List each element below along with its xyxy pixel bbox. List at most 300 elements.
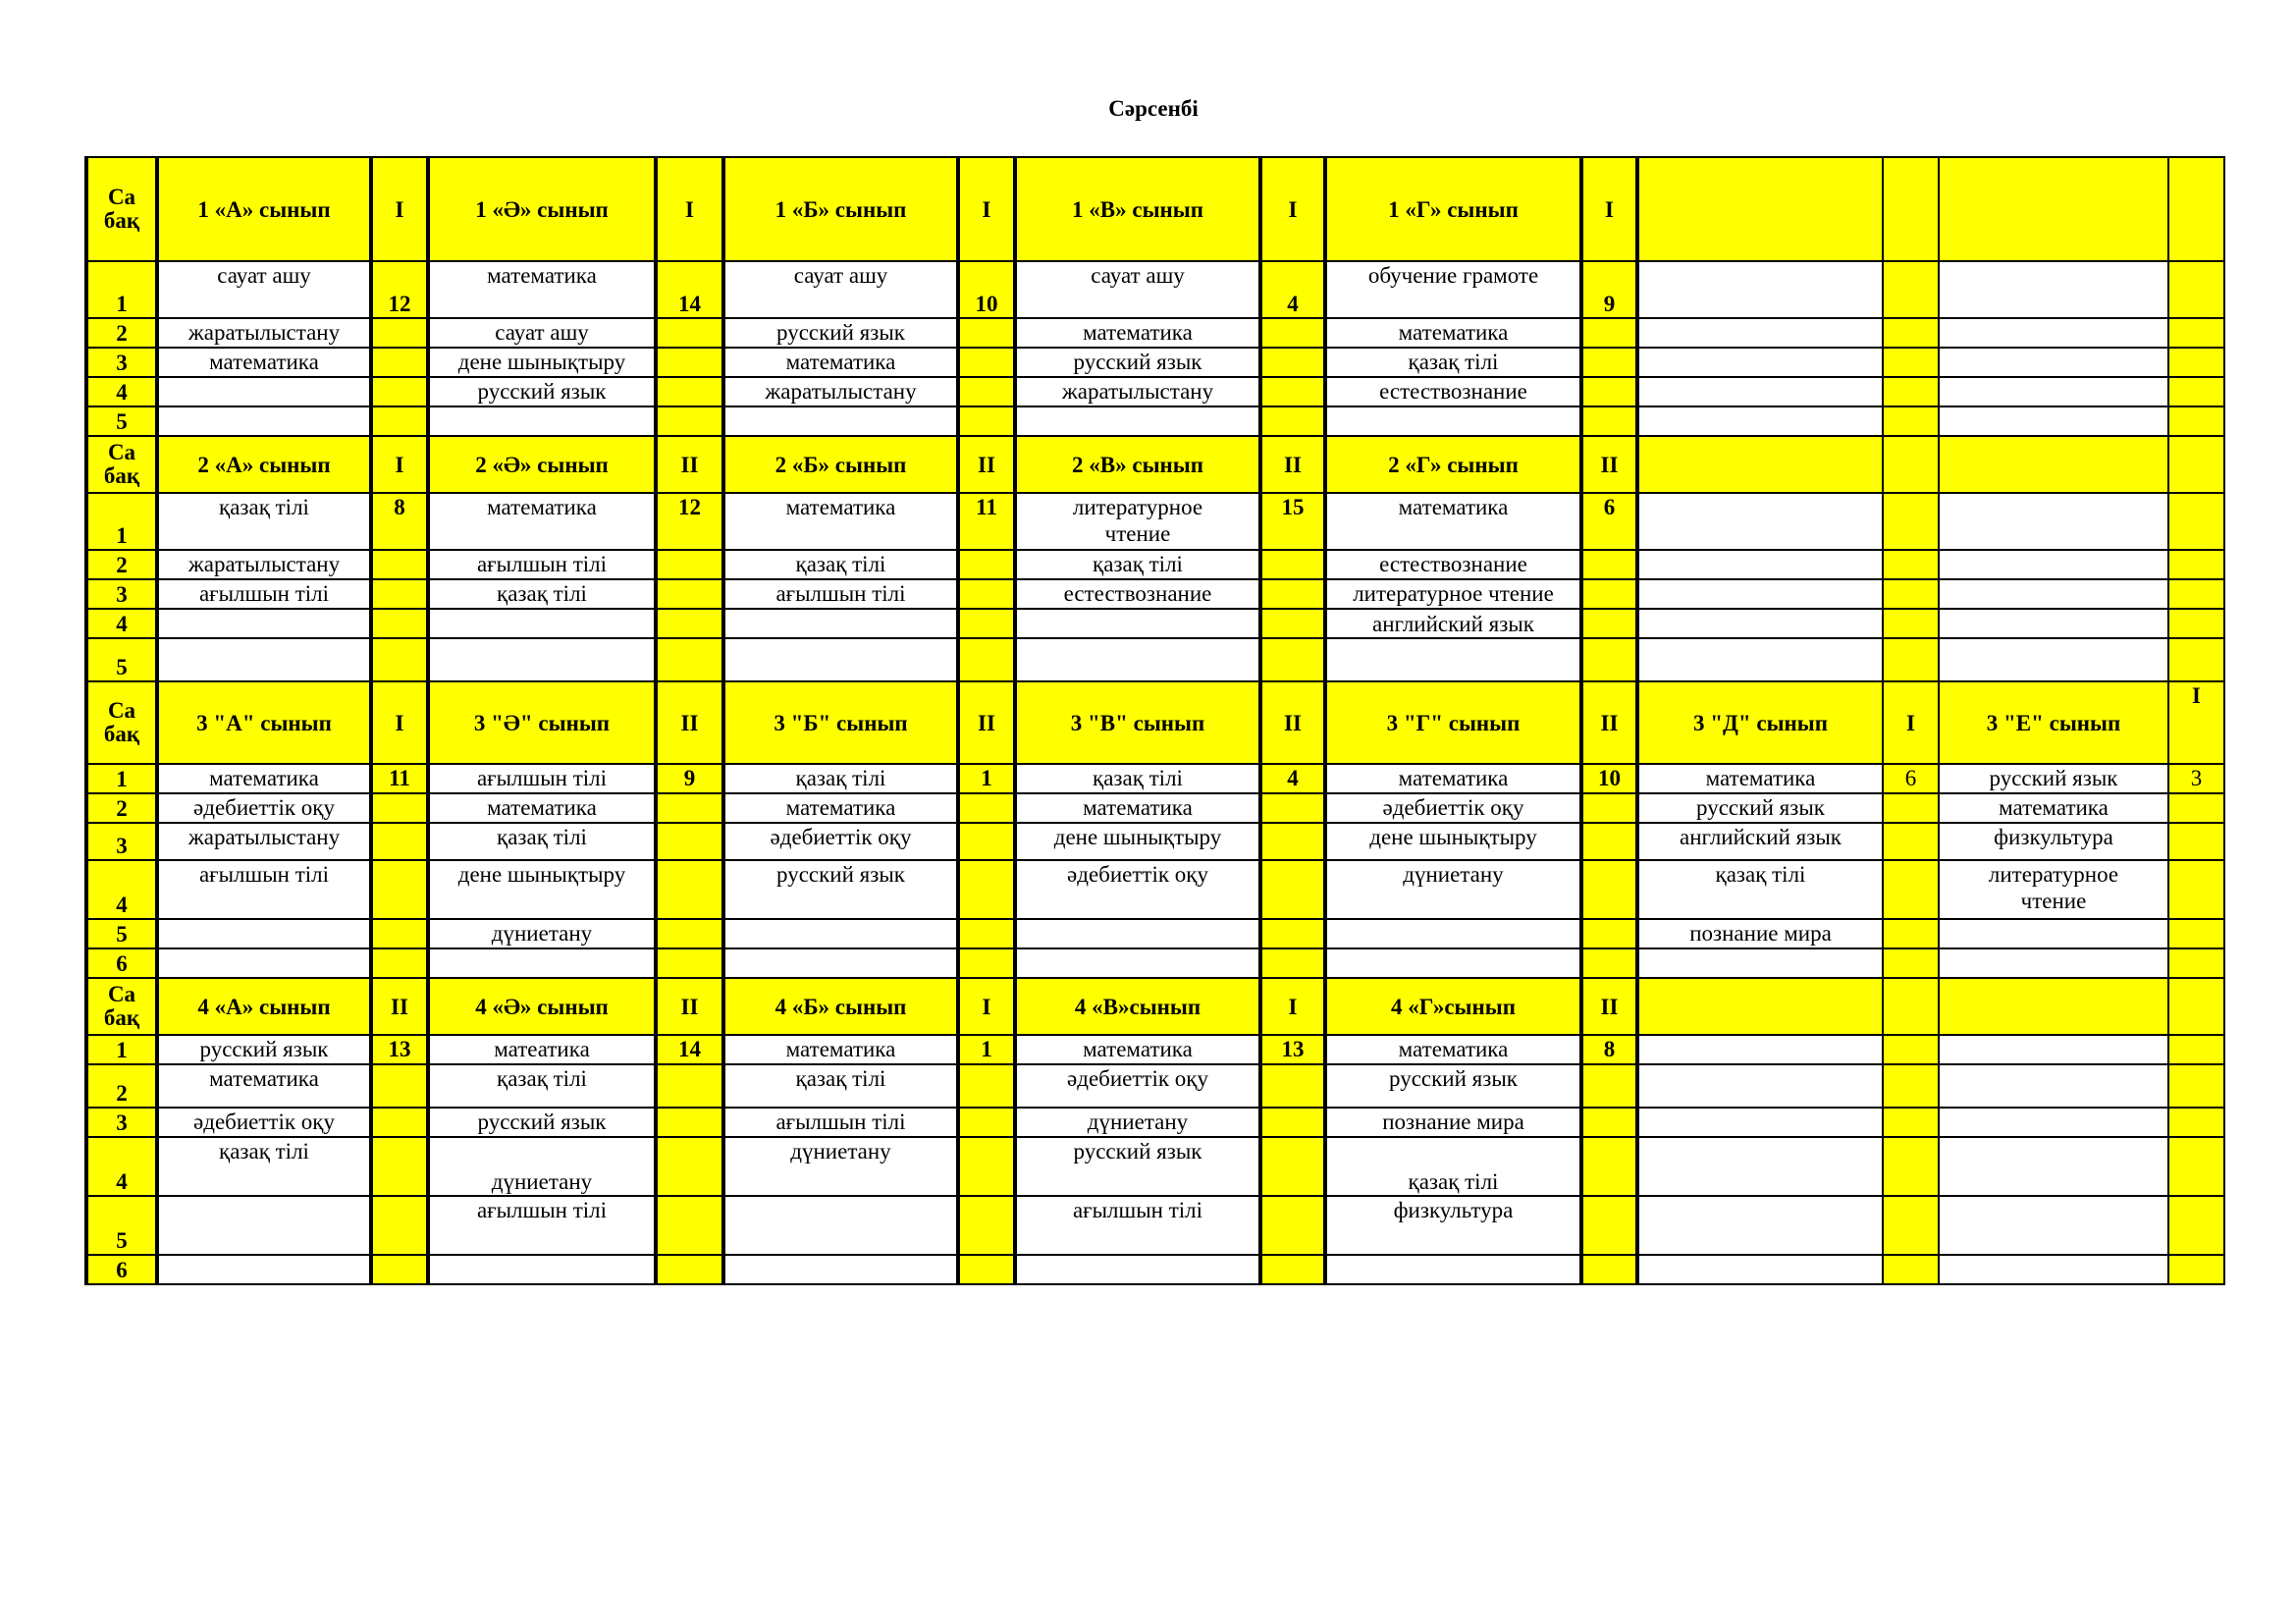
class-name xyxy=(1939,157,2168,261)
room-number xyxy=(656,1064,723,1108)
room-number: 4 xyxy=(1260,261,1325,318)
shift-label: I xyxy=(371,157,428,261)
shift-label: II xyxy=(1260,681,1325,764)
shift-label: II xyxy=(656,436,723,493)
lesson-number: 2 xyxy=(86,550,157,579)
subject-cell xyxy=(428,1255,656,1284)
room-number xyxy=(1260,948,1325,978)
subject-cell: математика xyxy=(1325,493,1581,550)
lesson-number: 6 xyxy=(86,948,157,978)
subject-cell xyxy=(1637,1064,1883,1108)
subject-cell xyxy=(428,948,656,978)
lesson-number: 1 xyxy=(86,764,157,793)
subject-cell xyxy=(157,638,371,681)
class-name xyxy=(1637,157,1883,261)
shift-label: I xyxy=(371,436,428,493)
room-number xyxy=(958,550,1015,579)
subject-cell: қазақ тілі xyxy=(1325,348,1581,377)
subject-cell xyxy=(1325,919,1581,948)
lesson-number: 2 xyxy=(86,793,157,823)
subject-cell xyxy=(428,406,656,436)
room-number xyxy=(1883,1196,1939,1255)
room-number xyxy=(1581,948,1637,978)
class-name xyxy=(1637,436,1883,493)
lesson-number: 3 xyxy=(86,1108,157,1137)
room-number xyxy=(1581,1196,1637,1255)
room-number xyxy=(2168,1035,2224,1064)
subject-cell xyxy=(1637,348,1883,377)
room-number xyxy=(1260,1255,1325,1284)
room-number xyxy=(371,1064,428,1108)
class-name: 3 "Б" сынып xyxy=(723,681,958,764)
room-number xyxy=(1581,638,1637,681)
subject-cell: английский язык xyxy=(1637,823,1883,860)
lesson-number: 2 xyxy=(86,318,157,348)
subject-cell xyxy=(723,1196,958,1255)
subject-cell: қазақ тілі xyxy=(723,1064,958,1108)
subject-cell: математика xyxy=(1015,1035,1260,1064)
subject-cell xyxy=(1637,406,1883,436)
room-number: 4 xyxy=(1260,764,1325,793)
subject-cell: обучение грамоте xyxy=(1325,261,1581,318)
room-number xyxy=(1581,550,1637,579)
lesson-row xyxy=(86,638,2224,681)
subject-cell: ағылшын тілі xyxy=(428,1196,656,1255)
subject-cell: қазақ тілі xyxy=(157,493,371,550)
room-number xyxy=(1883,550,1939,579)
subject-cell: математика xyxy=(1325,1035,1581,1064)
subject-cell xyxy=(1637,948,1883,978)
room-number xyxy=(1260,638,1325,681)
subject-cell: математика xyxy=(1637,764,1883,793)
subject-cell: қазақ тілі xyxy=(428,823,656,860)
subject-cell: математика xyxy=(428,261,656,318)
class-name: 3 "Д" сынып xyxy=(1637,681,1883,764)
shift-label: I xyxy=(1260,157,1325,261)
subject-cell xyxy=(1015,406,1260,436)
room-number xyxy=(1581,823,1637,860)
room-number: 6 xyxy=(1581,493,1637,550)
class-name: 1 «Б» сынып xyxy=(723,157,958,261)
class-header-row xyxy=(86,157,2224,261)
subject-cell xyxy=(1637,1108,1883,1137)
room-number xyxy=(2168,948,2224,978)
room-number xyxy=(958,377,1015,406)
subject-cell: ағылшын тілі xyxy=(157,579,371,609)
room-number xyxy=(1883,1255,1939,1284)
shift-label: II xyxy=(371,978,428,1035)
class-name: 1 «В» сынып xyxy=(1015,157,1260,261)
shift-label: II xyxy=(656,681,723,764)
room-number xyxy=(1883,1064,1939,1108)
subject-cell: дүниетану xyxy=(1325,860,1581,919)
subject-cell xyxy=(1939,261,2168,318)
room-number xyxy=(1581,406,1637,436)
subject-cell: русский язык xyxy=(1325,1064,1581,1108)
subject-cell: русский язык xyxy=(1015,1137,1260,1196)
subject-cell xyxy=(1015,919,1260,948)
lesson-row xyxy=(86,1196,2224,1255)
room-number xyxy=(656,348,723,377)
subject-cell xyxy=(1939,1108,2168,1137)
shift-label: I xyxy=(1581,157,1637,261)
room-number xyxy=(958,609,1015,638)
room-number xyxy=(1883,823,1939,860)
room-number xyxy=(1581,579,1637,609)
subject-cell: познание мира xyxy=(1637,919,1883,948)
shift-label xyxy=(2168,157,2224,261)
room-number xyxy=(371,318,428,348)
room-number xyxy=(1260,377,1325,406)
subject-cell xyxy=(723,406,958,436)
room-number: 12 xyxy=(371,261,428,318)
subject-cell: литературное чтение xyxy=(1939,860,2168,919)
class-name xyxy=(1939,436,2168,493)
room-number xyxy=(958,1255,1015,1284)
lesson-row xyxy=(86,1137,2224,1196)
room-number xyxy=(2168,318,2224,348)
subject-cell xyxy=(1325,1255,1581,1284)
room-number xyxy=(1883,609,1939,638)
subject-cell: дене шынықтыру xyxy=(1015,823,1260,860)
subject-cell xyxy=(1939,1255,2168,1284)
room-number xyxy=(656,823,723,860)
room-number xyxy=(1260,348,1325,377)
subject-cell: дене шынықтыру xyxy=(1325,823,1581,860)
room-number xyxy=(371,550,428,579)
room-number xyxy=(958,318,1015,348)
subject-cell: қазақ тілі xyxy=(428,579,656,609)
subject-cell xyxy=(157,919,371,948)
class-name: 2 «Ә» сынып xyxy=(428,436,656,493)
subject-cell: математика xyxy=(1325,318,1581,348)
subject-cell: дене шынықтыру xyxy=(428,860,656,919)
room-number: 11 xyxy=(958,493,1015,550)
lesson-row xyxy=(86,1108,2224,1137)
room-number xyxy=(371,638,428,681)
class-name: 2 «Г» сынып xyxy=(1325,436,1581,493)
subject-cell xyxy=(1939,579,2168,609)
subject-cell: сауат ашу xyxy=(428,318,656,348)
room-number xyxy=(2168,1108,2224,1137)
lesson-number: 5 xyxy=(86,919,157,948)
lesson-row xyxy=(86,764,2224,793)
room-number xyxy=(2168,348,2224,377)
class-name: 1 «Г» сынып xyxy=(1325,157,1581,261)
subject-cell xyxy=(157,1255,371,1284)
room-number xyxy=(1260,579,1325,609)
room-number xyxy=(1260,406,1325,436)
lesson-number: 1 xyxy=(86,261,157,318)
subject-cell: қазақ тілі xyxy=(157,1137,371,1196)
room-number xyxy=(2168,579,2224,609)
room-number xyxy=(1883,793,1939,823)
room-number xyxy=(656,377,723,406)
lesson-header: Са бақ xyxy=(86,978,157,1035)
room-number xyxy=(371,919,428,948)
class-name: 4 «В»сынып xyxy=(1015,978,1260,1035)
room-number xyxy=(2168,1137,2224,1196)
room-number xyxy=(1581,860,1637,919)
subject-cell xyxy=(1939,348,2168,377)
room-number xyxy=(371,860,428,919)
lesson-row xyxy=(86,579,2224,609)
lesson-row xyxy=(86,493,2224,550)
subject-cell xyxy=(1015,1255,1260,1284)
room-number xyxy=(1581,348,1637,377)
subject-cell: әдебиеттік оқу xyxy=(723,823,958,860)
shift-label xyxy=(1883,436,1939,493)
class-name: 3 "Е" сынып xyxy=(1939,681,2168,764)
room-number xyxy=(958,406,1015,436)
room-number xyxy=(1883,948,1939,978)
room-number xyxy=(1581,609,1637,638)
room-number xyxy=(1883,860,1939,919)
room-number xyxy=(1883,1108,1939,1137)
subject-cell: дүниетану xyxy=(428,1137,656,1196)
subject-cell xyxy=(1637,377,1883,406)
room-number xyxy=(1260,919,1325,948)
room-number: 15 xyxy=(1260,493,1325,550)
shift-label: I xyxy=(958,978,1015,1035)
room-number xyxy=(2168,261,2224,318)
lesson-number: 3 xyxy=(86,579,157,609)
room-number xyxy=(2168,823,2224,860)
subject-cell: русский язык xyxy=(157,1035,371,1064)
room-number xyxy=(656,1137,723,1196)
room-number xyxy=(1260,318,1325,348)
class-name: 3 "Г" сынып xyxy=(1325,681,1581,764)
room-number xyxy=(656,1196,723,1255)
subject-cell xyxy=(1015,948,1260,978)
room-number xyxy=(371,1137,428,1196)
shift-label: I xyxy=(371,681,428,764)
room-number xyxy=(1883,579,1939,609)
room-number: 9 xyxy=(656,764,723,793)
room-number xyxy=(656,860,723,919)
subject-cell: әдебиеттік оқу xyxy=(1325,793,1581,823)
room-number xyxy=(1883,348,1939,377)
lesson-number: 1 xyxy=(86,1035,157,1064)
lesson-row xyxy=(86,261,2224,318)
shift-label xyxy=(1883,157,1939,261)
subject-cell xyxy=(157,406,371,436)
subject-cell: математика xyxy=(157,348,371,377)
subject-cell xyxy=(428,638,656,681)
subject-cell xyxy=(1939,609,2168,638)
subject-cell: қазақ тілі xyxy=(723,764,958,793)
room-number xyxy=(656,550,723,579)
lesson-number: 4 xyxy=(86,860,157,919)
subject-cell xyxy=(157,377,371,406)
lesson-number: 2 xyxy=(86,1064,157,1108)
room-number xyxy=(1883,1035,1939,1064)
room-number xyxy=(1260,1108,1325,1137)
subject-cell xyxy=(1637,550,1883,579)
room-number: 8 xyxy=(371,493,428,550)
subject-cell xyxy=(1325,638,1581,681)
room-number xyxy=(656,406,723,436)
room-number xyxy=(1581,377,1637,406)
subject-cell: математика xyxy=(428,493,656,550)
room-number xyxy=(1260,793,1325,823)
subject-cell xyxy=(157,609,371,638)
room-number xyxy=(2168,1064,2224,1108)
subject-cell: жаратылыстану xyxy=(157,823,371,860)
class-name: 3 "В" сынып xyxy=(1015,681,1260,764)
room-number xyxy=(2168,377,2224,406)
shift-label: I xyxy=(656,157,723,261)
room-number xyxy=(958,948,1015,978)
room-number xyxy=(2168,793,2224,823)
room-number xyxy=(371,377,428,406)
room-number xyxy=(371,793,428,823)
room-number xyxy=(1260,609,1325,638)
subject-cell xyxy=(1637,318,1883,348)
lesson-row xyxy=(86,1255,2224,1284)
subject-cell: дүниетану xyxy=(428,919,656,948)
subject-cell xyxy=(723,948,958,978)
room-number xyxy=(958,638,1015,681)
class-header-row xyxy=(86,978,2224,1035)
room-number xyxy=(656,1255,723,1284)
subject-cell xyxy=(1939,1035,2168,1064)
room-number xyxy=(2168,638,2224,681)
lesson-number: 4 xyxy=(86,377,157,406)
room-number xyxy=(371,609,428,638)
room-number xyxy=(371,406,428,436)
lesson-row xyxy=(86,1064,2224,1108)
shift-label: I xyxy=(2168,681,2224,764)
subject-cell: матеатика xyxy=(428,1035,656,1064)
class-name: 4 «Г»сынып xyxy=(1325,978,1581,1035)
room-number xyxy=(1260,1137,1325,1196)
lesson-number: 3 xyxy=(86,823,157,860)
lesson-number: 5 xyxy=(86,406,157,436)
subject-cell xyxy=(1939,318,2168,348)
subject-cell: математика xyxy=(157,1064,371,1108)
lesson-row xyxy=(86,406,2224,436)
room-number xyxy=(371,1255,428,1284)
class-name xyxy=(1637,978,1883,1035)
subject-cell xyxy=(1637,1255,1883,1284)
subject-cell: ағылшын тілі xyxy=(723,579,958,609)
class-name: 2 «А» сынып xyxy=(157,436,371,493)
schedule-table xyxy=(84,156,2225,1285)
class-name: 1 «Ә» сынып xyxy=(428,157,656,261)
subject-cell: жаратылыстану xyxy=(1015,377,1260,406)
class-name: 4 «Ә» сынып xyxy=(428,978,656,1035)
subject-cell xyxy=(1325,406,1581,436)
room-number xyxy=(958,1137,1015,1196)
subject-cell xyxy=(1637,261,1883,318)
room-number: 1 xyxy=(958,764,1015,793)
subject-cell xyxy=(1325,948,1581,978)
room-number xyxy=(656,579,723,609)
room-number xyxy=(1581,1064,1637,1108)
shift-label: II xyxy=(1581,681,1637,764)
subject-cell xyxy=(723,919,958,948)
class-header-row xyxy=(86,436,2224,493)
lesson-number: 4 xyxy=(86,609,157,638)
subject-cell xyxy=(723,638,958,681)
class-name: 1 «А» сынып xyxy=(157,157,371,261)
shift-label: II xyxy=(1581,978,1637,1035)
class-name: 3 "А" сынып xyxy=(157,681,371,764)
shift-label: II xyxy=(958,681,1015,764)
room-number xyxy=(656,793,723,823)
lesson-row xyxy=(86,1035,2224,1064)
subject-cell: математика xyxy=(1015,318,1260,348)
subject-cell xyxy=(1637,609,1883,638)
subject-cell: естествознание xyxy=(1325,550,1581,579)
subject-cell: математика xyxy=(723,793,958,823)
subject-cell: ағылшын тілі xyxy=(157,860,371,919)
subject-cell xyxy=(1939,1137,2168,1196)
subject-cell: сауат ашу xyxy=(723,261,958,318)
room-number xyxy=(1581,793,1637,823)
shift-label xyxy=(2168,436,2224,493)
subject-cell: литературное чтение xyxy=(1325,579,1581,609)
lesson-row xyxy=(86,948,2224,978)
subject-cell: английский язык xyxy=(1325,609,1581,638)
subject-cell: русский язык xyxy=(1637,793,1883,823)
room-number xyxy=(958,348,1015,377)
subject-cell xyxy=(1637,493,1883,550)
subject-cell: литературное чтение xyxy=(1015,493,1260,550)
lesson-row xyxy=(86,550,2224,579)
room-number: 9 xyxy=(1581,261,1637,318)
class-name: 4 «А» сынып xyxy=(157,978,371,1035)
subject-cell xyxy=(1637,1137,1883,1196)
subject-cell: жаратылыстану xyxy=(157,550,371,579)
room-number xyxy=(958,823,1015,860)
shift-label: II xyxy=(958,436,1015,493)
room-number xyxy=(1883,1137,1939,1196)
subject-cell xyxy=(1939,406,2168,436)
subject-cell xyxy=(1637,579,1883,609)
subject-cell: русский язык xyxy=(1015,348,1260,377)
lesson-number: 5 xyxy=(86,638,157,681)
room-number xyxy=(656,919,723,948)
subject-cell: сауат ашу xyxy=(157,261,371,318)
subject-cell: ағылшын тілі xyxy=(428,550,656,579)
subject-cell xyxy=(1939,638,2168,681)
subject-cell: математика xyxy=(1015,793,1260,823)
lesson-number: 6 xyxy=(86,1255,157,1284)
room-number: 6 xyxy=(1883,764,1939,793)
room-number xyxy=(2168,1255,2224,1284)
room-number: 11 xyxy=(371,764,428,793)
lesson-row xyxy=(86,919,2224,948)
subject-cell xyxy=(723,609,958,638)
room-number xyxy=(1581,1137,1637,1196)
room-number xyxy=(958,793,1015,823)
room-number xyxy=(1883,638,1939,681)
shift-label: II xyxy=(1260,436,1325,493)
subject-cell: дүниетану xyxy=(723,1137,958,1196)
subject-cell xyxy=(1939,1064,2168,1108)
subject-cell: познание мира xyxy=(1325,1108,1581,1137)
room-number xyxy=(1581,1255,1637,1284)
subject-cell: қазақ тілі xyxy=(428,1064,656,1108)
subject-cell: әдебиеттік оқу xyxy=(1015,860,1260,919)
subject-cell: қазақ тілі xyxy=(1015,550,1260,579)
class-name xyxy=(1939,978,2168,1035)
subject-cell: қазақ тілі xyxy=(1325,1137,1581,1196)
room-number xyxy=(656,948,723,978)
room-number xyxy=(1260,1064,1325,1108)
